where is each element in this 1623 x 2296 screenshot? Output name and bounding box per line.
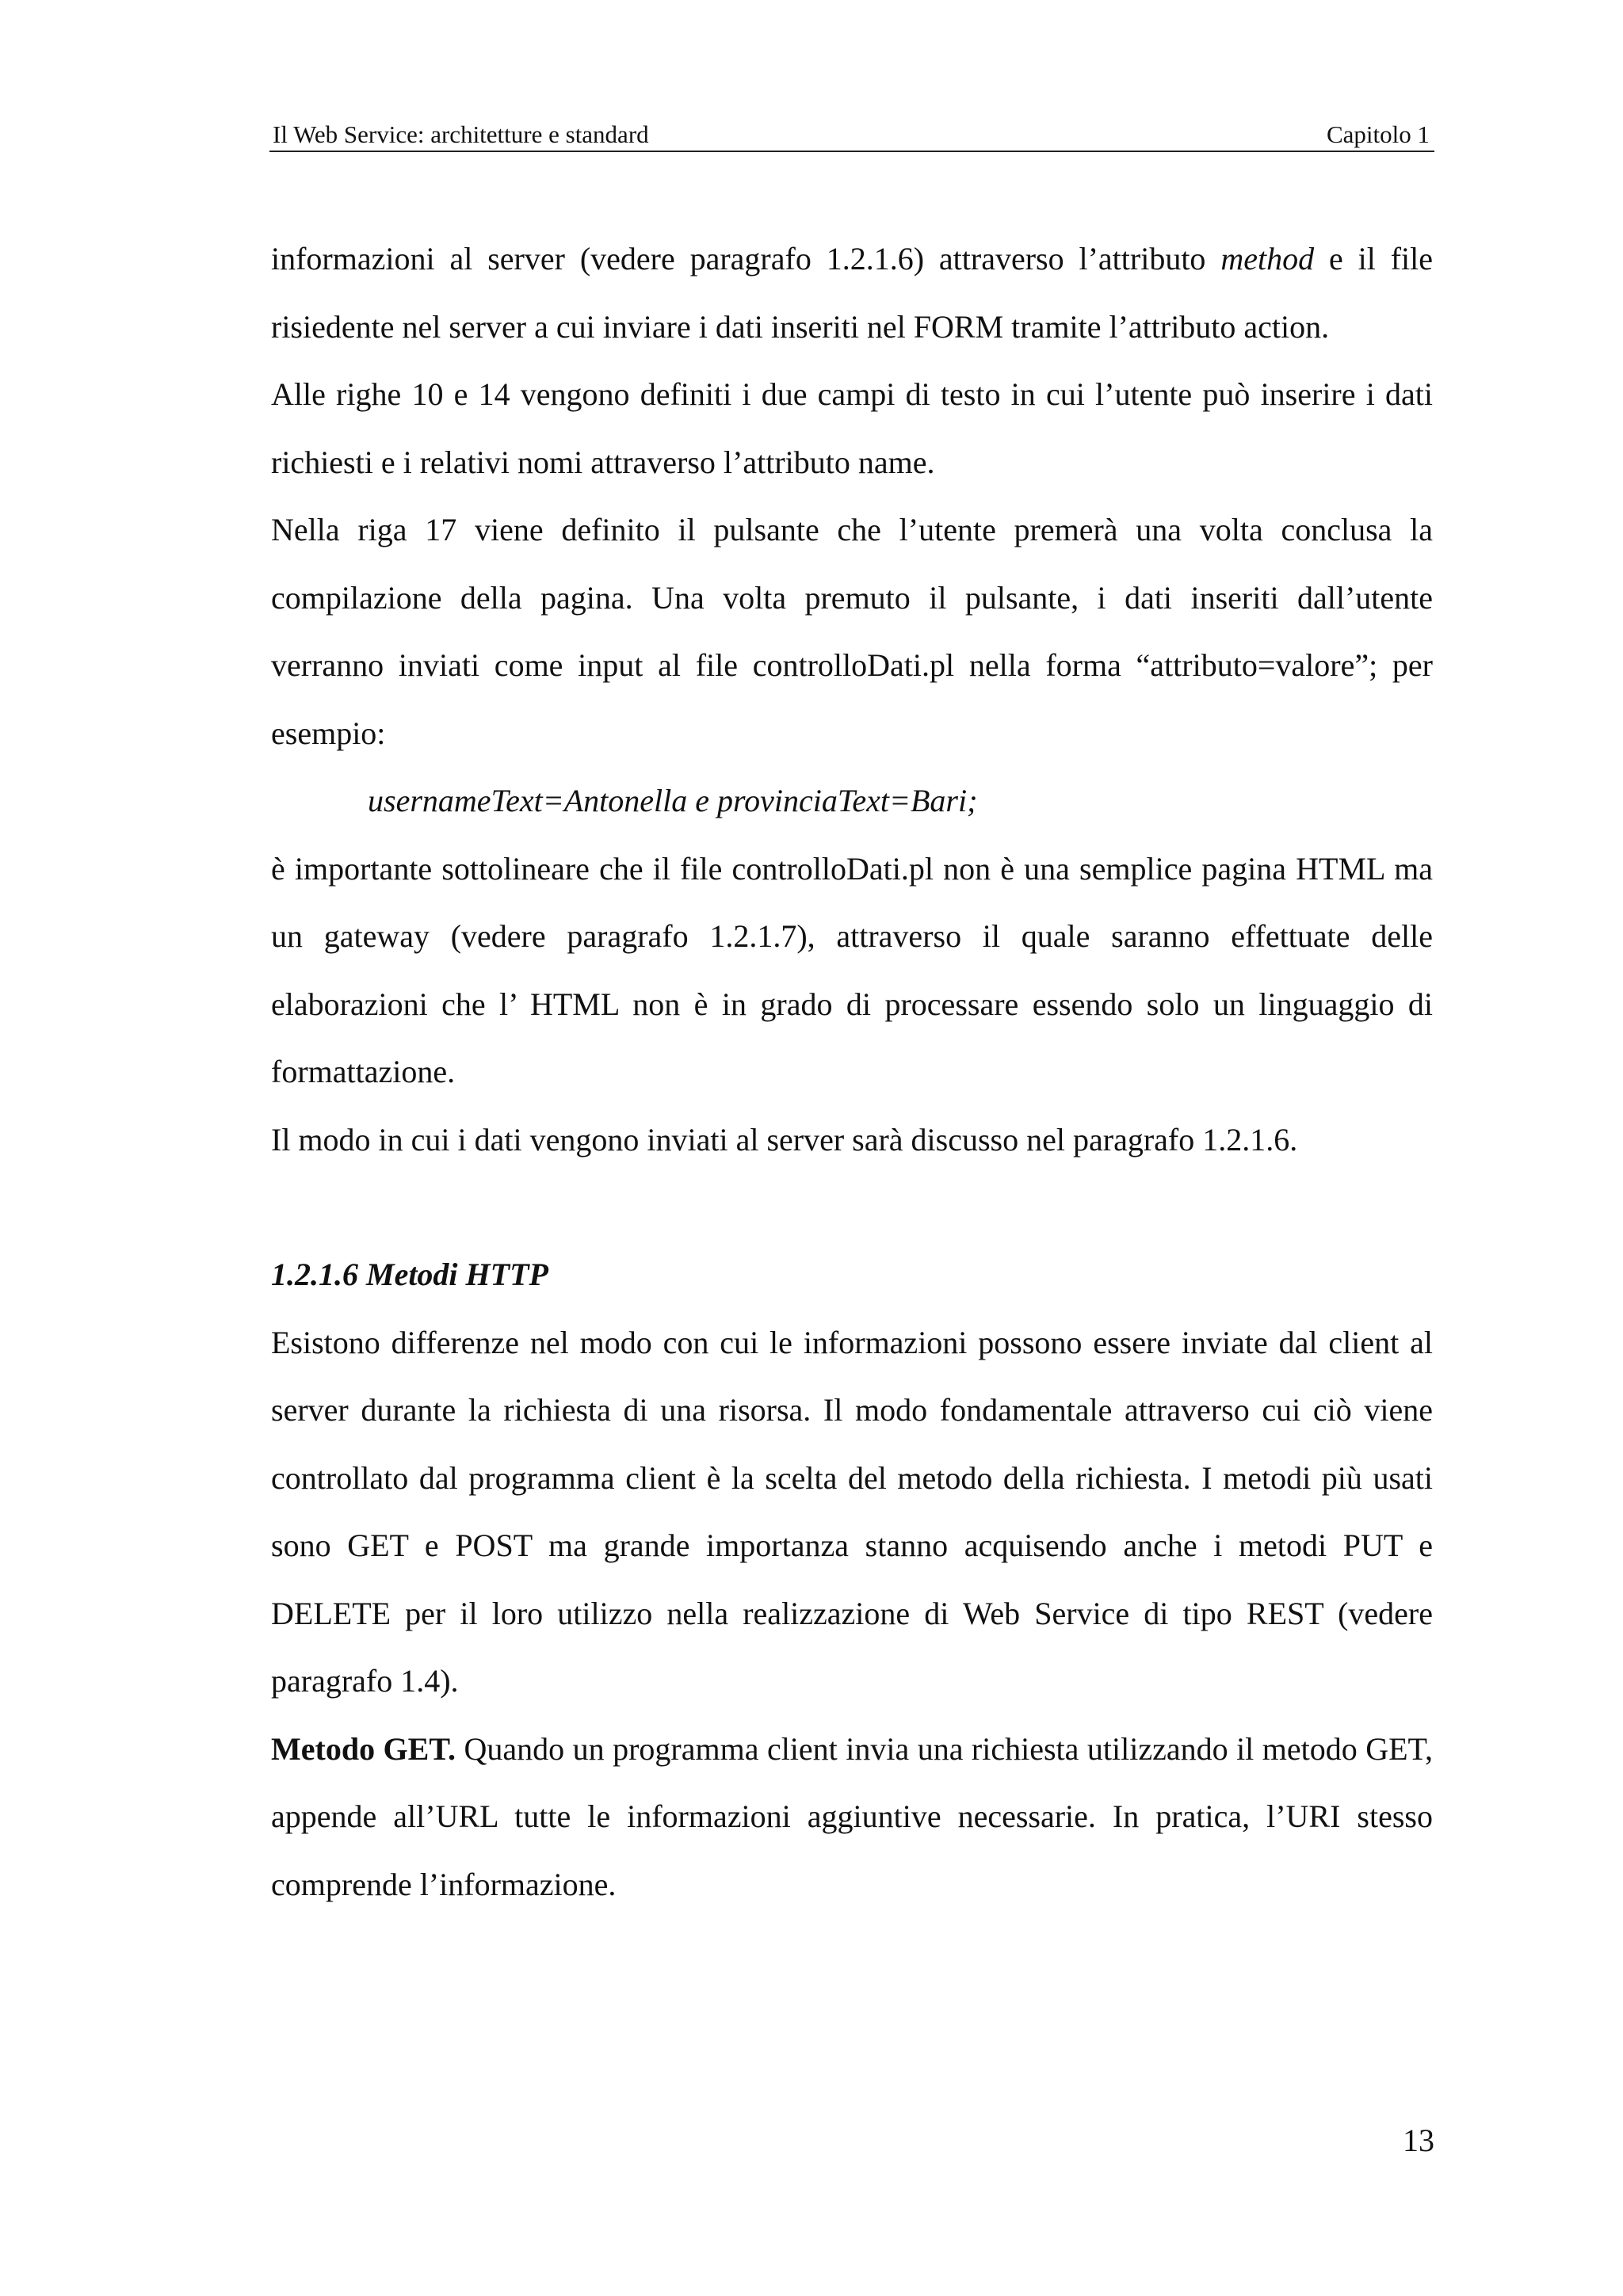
paragraph-4: è importante sottolineare che il file controlloDati.pl non è una semplice pagina HTML ma un gateway (vedere paragrafo 1.2.1.7), attraverso il quale saranno effettuate delle elaborazioni che l’ HTML non è in grado di processare essendo solo un linguaggio di formattazione. (271, 850, 1433, 1089)
paragraph-1-emphasis: method (1220, 241, 1315, 277)
header-chapter: Capitolo 1 (1326, 120, 1430, 148)
paragraph-2: Alle righe 10 e 14 vengono definiti i due campi di testo in cui l’utente può inserire i dati richiesti e i relativi nomi attraverso l’attributo name. (271, 376, 1433, 480)
paragraph-7 (271, 1715, 1433, 1919)
section-heading: 1.2.1.6 Metodi HTTP (271, 1257, 548, 1292)
paragraph-1-text-b: e il file risiedente nel server a cui inviare i dati inseriti nel FORM tramite l’attributo action. (271, 241, 1433, 345)
paragraph-7-lead: Metodo GET. (271, 1730, 456, 1767)
body-text (271, 225, 1433, 1918)
paragraph-1-text-a: informazioni al server (vedere paragrafo 1.2.1.6) attraverso l’attributo (271, 241, 1221, 277)
paragraph-5: Il modo in cui i dati vengono inviati al server sarà discusso nel paragrafo 1.2.1.6. (271, 1121, 1298, 1158)
paragraph-7-text: Quando un programma client invia una richiesta utilizzando il metodo GET, appende all’URL tutte le informazioni aggiuntive necessarie. In pratica, l’URI stesso comprende l’informazione. (271, 1730, 1433, 1902)
running-header (269, 113, 1434, 152)
header-title: Il Web Service: architetture e standard (273, 120, 649, 148)
code-example: usernameText=Antonella e provinciaText=Bari; (368, 783, 978, 818)
paragraph-3: Nella riga 17 viene definito il pulsante che l’utente premerà una volta conclusa la compilazione della pagina. Una volta premuto il pulsante, i dati inseriti dall’utente verranno inviati come input al file controlloDati.pl nella forma “attributo=valore”; per esempio: (271, 512, 1433, 751)
page-number: 13 (1403, 2122, 1434, 2158)
paragraph-6: Esistono differenze nel modo con cui le informazioni possono essere inviate dal client al server durante la richiesta di una risorsa. Il modo fondamentale attraverso cui ciò viene controllato dal programma client è la scelta del metodo della richiesta. I metodi più usati sono GET e POST ma grande importanza stanno acquisendo anche i metodi PUT e DELETE per il loro utilizzo nella realizzazione di Web Service di tipo REST (vedere paragrafo 1.4). (271, 1324, 1433, 1699)
paragraph-1 (271, 225, 1433, 360)
